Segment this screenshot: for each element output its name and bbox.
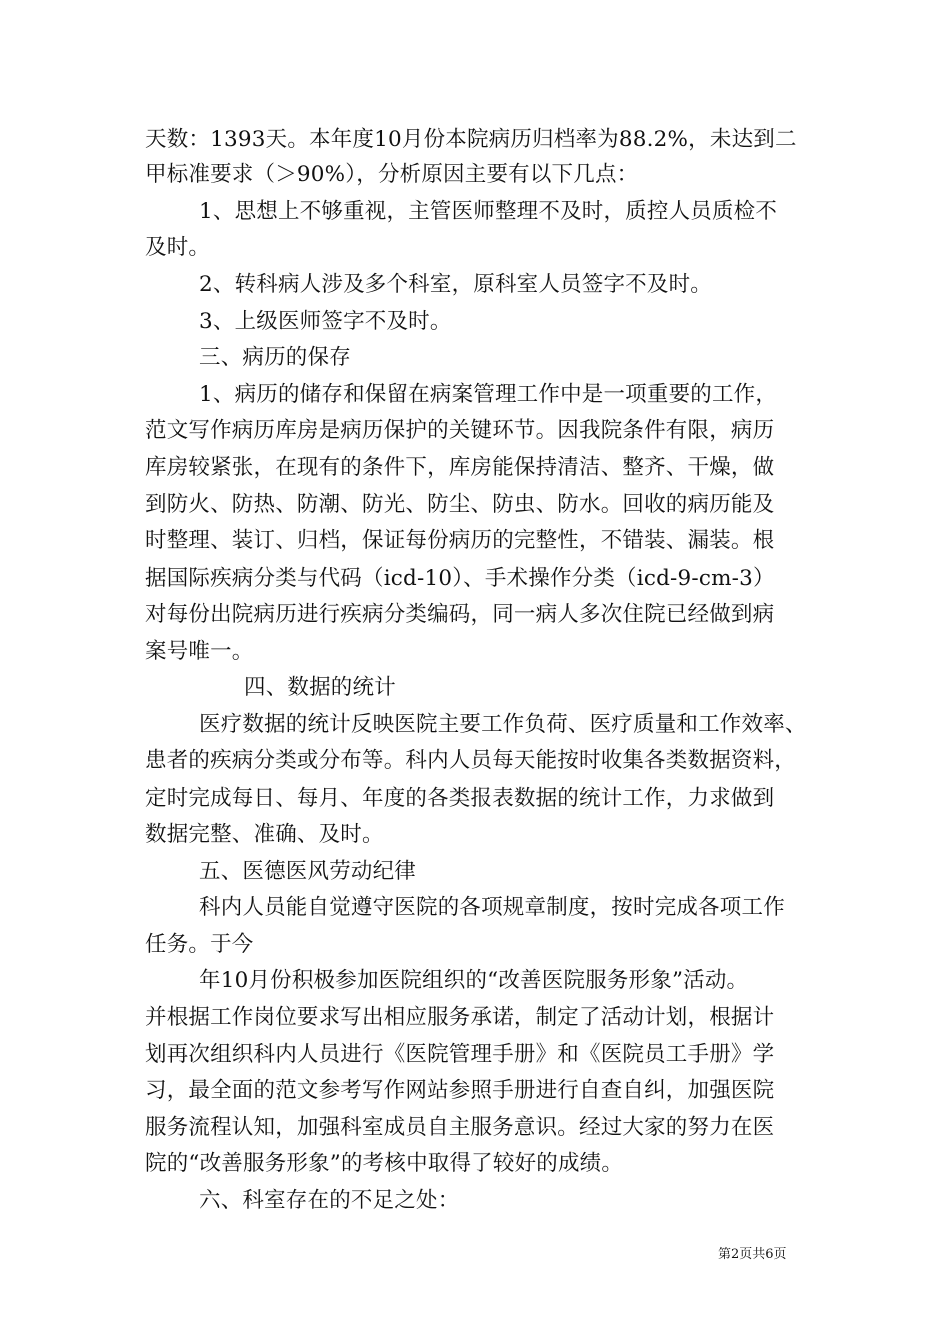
text-line: 据国际疾病分类与代码（icd-10）、手术操作分类（icd-9-cm-3） bbox=[145, 566, 775, 591]
text-line: 定时完成每日、每月、年度的各类报表数据的统计工作，力求做到 bbox=[145, 786, 775, 811]
text-line: 服务流程认知，加强科室成员自主服务意识。经过大家的努力在医 bbox=[145, 1115, 775, 1140]
text-line: 2、转科病人涉及多个科室，原科室人员签字不及时。 bbox=[199, 272, 712, 297]
text-line: 任务。于今 bbox=[145, 932, 254, 957]
text-line: 科内人员能自觉遵守医院的各项规章制度，按时完成各项工作 bbox=[199, 895, 785, 920]
text-line: 数据完整、准确、及时。 bbox=[145, 822, 384, 847]
text-line: 范文写作病历库房是病历保护的关键环节。因我院条件有限，病历 bbox=[145, 418, 775, 443]
text-line: 库房较紧张，在现有的条件下，库房能保持清洁、整齐、干燥，做 bbox=[145, 455, 775, 480]
text-line: 3、上级医师签字不及时。 bbox=[199, 309, 452, 334]
text-line: 院的“改善服务形象”的考核中取得了较好的成绩。 bbox=[145, 1151, 624, 1176]
text-line: 天数：1393天。本年度10月份本院病历归档率为88.2%，未达到二 bbox=[145, 127, 797, 152]
text-line: 到防火、防热、防潮、防光、防尘、防虫、防水。回收的病历能及 bbox=[145, 492, 775, 517]
text-line: 甲标准要求（＞90%），分析原因主要有以下几点： bbox=[145, 162, 639, 187]
text-line: 1、病历的储存和保留在病案管理工作中是一项重要的工作， bbox=[199, 382, 778, 407]
text-line: 患者的疾病分类或分布等。科内人员每天能按时收集各类数据资料， bbox=[145, 748, 797, 773]
text-line: 并根据工作岗位要求写出相应服务承诺，制定了活动计划，根据计 bbox=[145, 1005, 775, 1030]
text-line: 案号唯一。 bbox=[145, 639, 254, 664]
text-line: 1、思想上不够重视，主管医师整理不及时，质控人员质检不 bbox=[199, 199, 778, 224]
page-number: 第2页共6页 bbox=[718, 1247, 787, 1262]
text-line: 医疗数据的统计反映医院主要工作负荷、医疗质量和工作效率、 bbox=[199, 712, 807, 737]
section-heading: 五、医德医风劳动纪律 bbox=[199, 859, 417, 884]
section-heading: 四、数据的统计 bbox=[244, 675, 396, 700]
text-line: 划再次组织科内人员进行《医院管理手册》和《医院员工手册》学 bbox=[145, 1042, 775, 1067]
section-heading: 六、科室存在的不足之处： bbox=[199, 1188, 460, 1213]
text-line: 及时。 bbox=[145, 235, 211, 260]
text-line: 对每份出院病历进行疾病分类编码，同一病人多次住院已经做到病 bbox=[145, 602, 775, 627]
text-line: 时整理、装订、归档，保证每份病历的完整性，不错装、漏装。根 bbox=[145, 528, 775, 553]
section-heading: 三、病历的保存 bbox=[199, 345, 351, 370]
text-line: 习，最全面的范文参考写作网站参照手册进行自查自纠，加强医院 bbox=[145, 1078, 775, 1103]
text-line: 年10月份积极参加医院组织的“改善医院服务形象”活动。 bbox=[199, 968, 749, 993]
